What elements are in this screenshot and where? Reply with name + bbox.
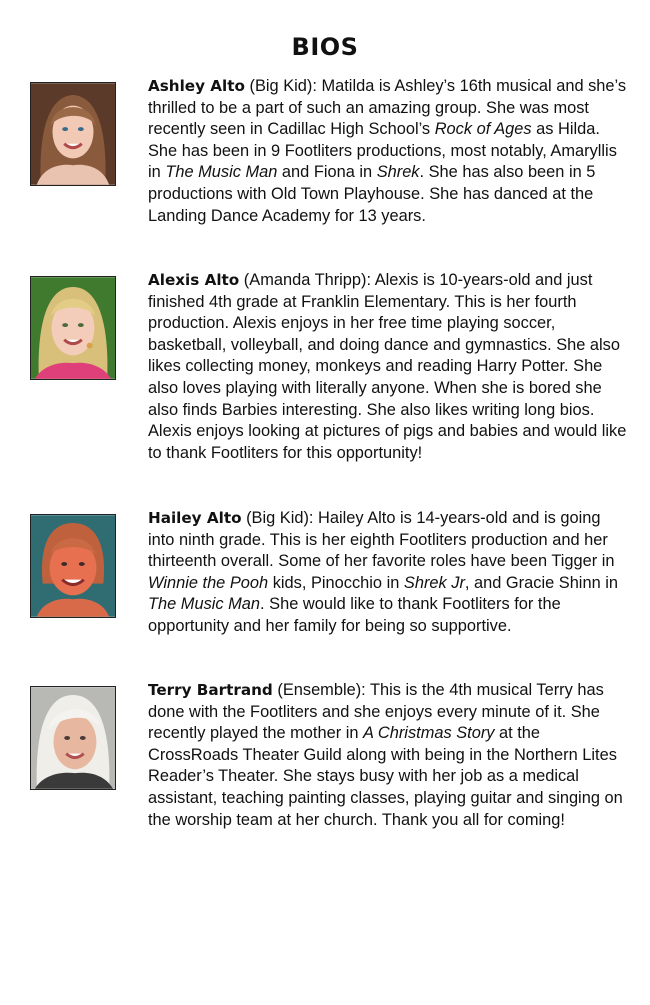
bio-text — [148, 76, 630, 227]
bio-text — [148, 680, 630, 831]
bio-text-segment: kids, Pinocchio in — [268, 573, 404, 592]
bio-text-segment: as Hilda. She has been in 9 Footliters productions, most notably, Amaryllis in — [148, 120, 617, 182]
bio-show-title: A Christmas Story — [363, 724, 495, 743]
bio-show-title: The Music Man — [165, 163, 278, 182]
portrait-photo-icon — [31, 277, 115, 379]
bio-text-segment: (Big Kid): Matilda is Ashley’s 16th musical and she’s thrilled to be a part of such an amazing group. She was most recently seen in Cadillac High School’s — [148, 77, 627, 139]
bio-name: Hailey Alto — [148, 509, 242, 527]
bio-text-segment: (Ensemble): This is the 4th musical Terry has done with the Footliters and she enjoys every minute of it. She recently played the mother in — [148, 681, 604, 743]
page-title: BIOS — [291, 33, 359, 61]
bio-show-title: The Music Man — [148, 595, 261, 614]
bio-text-segment: . She has also been in 5 productions with Old Town Playhouse. She has danced at the Landing Dance Academy for 13 years. — [148, 163, 596, 225]
bio-photo — [30, 276, 116, 380]
bio-text — [148, 508, 630, 638]
bio-photo — [30, 686, 116, 790]
bio-show-title: Shrek — [376, 163, 420, 182]
bio-show-title: Winnie the Pooh — [148, 573, 269, 592]
bio-text-segment: . She would like to thank Footliters for the opportunity and her family for being so supportive. — [148, 595, 561, 635]
bio-text-segment: (Big Kid): Hailey Alto is 14-years-old and is going into ninth grade. This is her eighth Footliters production and her thirteenth overall. Some of her favorite roles have been Tigger in — [148, 509, 615, 571]
bio-text-segment: , and Gracie Shinn in — [464, 573, 618, 592]
portrait-photo-icon — [31, 687, 115, 789]
bio-name: Alexis Alto — [148, 271, 240, 289]
bio-text-segment: at the CrossRoads Theater Guild along with being in the Northern Lites Reader’s Theater. She stays busy with her job as a medical assistant, teaching painting classes, playing guitar and singing on the worship team at her church. Thank you all for coming! — [148, 724, 623, 829]
bio-photo — [30, 82, 116, 186]
portrait-photo-icon — [31, 83, 115, 185]
bio-text-segment: and Fiona in — [277, 163, 377, 182]
portrait-photo-icon — [31, 515, 115, 617]
bio-name: Terry Bartrand — [148, 681, 273, 699]
bio-text — [148, 270, 630, 464]
bio-show-title: Shrek Jr — [403, 573, 465, 592]
bio-photo — [30, 514, 116, 618]
bio-text-segment: (Amanda Thripp): Alexis is 10-years-old and just finished 4th grade at Franklin Elementary. This is her fourth production. Alexis enjoys in her free time playing soccer, basketball, volleyball, and doing dance and gymnastics. She also likes collecting money, monkeys and reading Harry Potter. She also loves playing with literally anyone. When she is bored she also finds Barbies interesting. She also likes writing long bios. Alexis enjoys looking at pictures of pigs and babies and would like to thank Footliters for this opportunity! — [148, 271, 627, 462]
bio-name: Ashley Alto — [148, 77, 245, 95]
bio-show-title: Rock of Ages — [434, 120, 532, 139]
